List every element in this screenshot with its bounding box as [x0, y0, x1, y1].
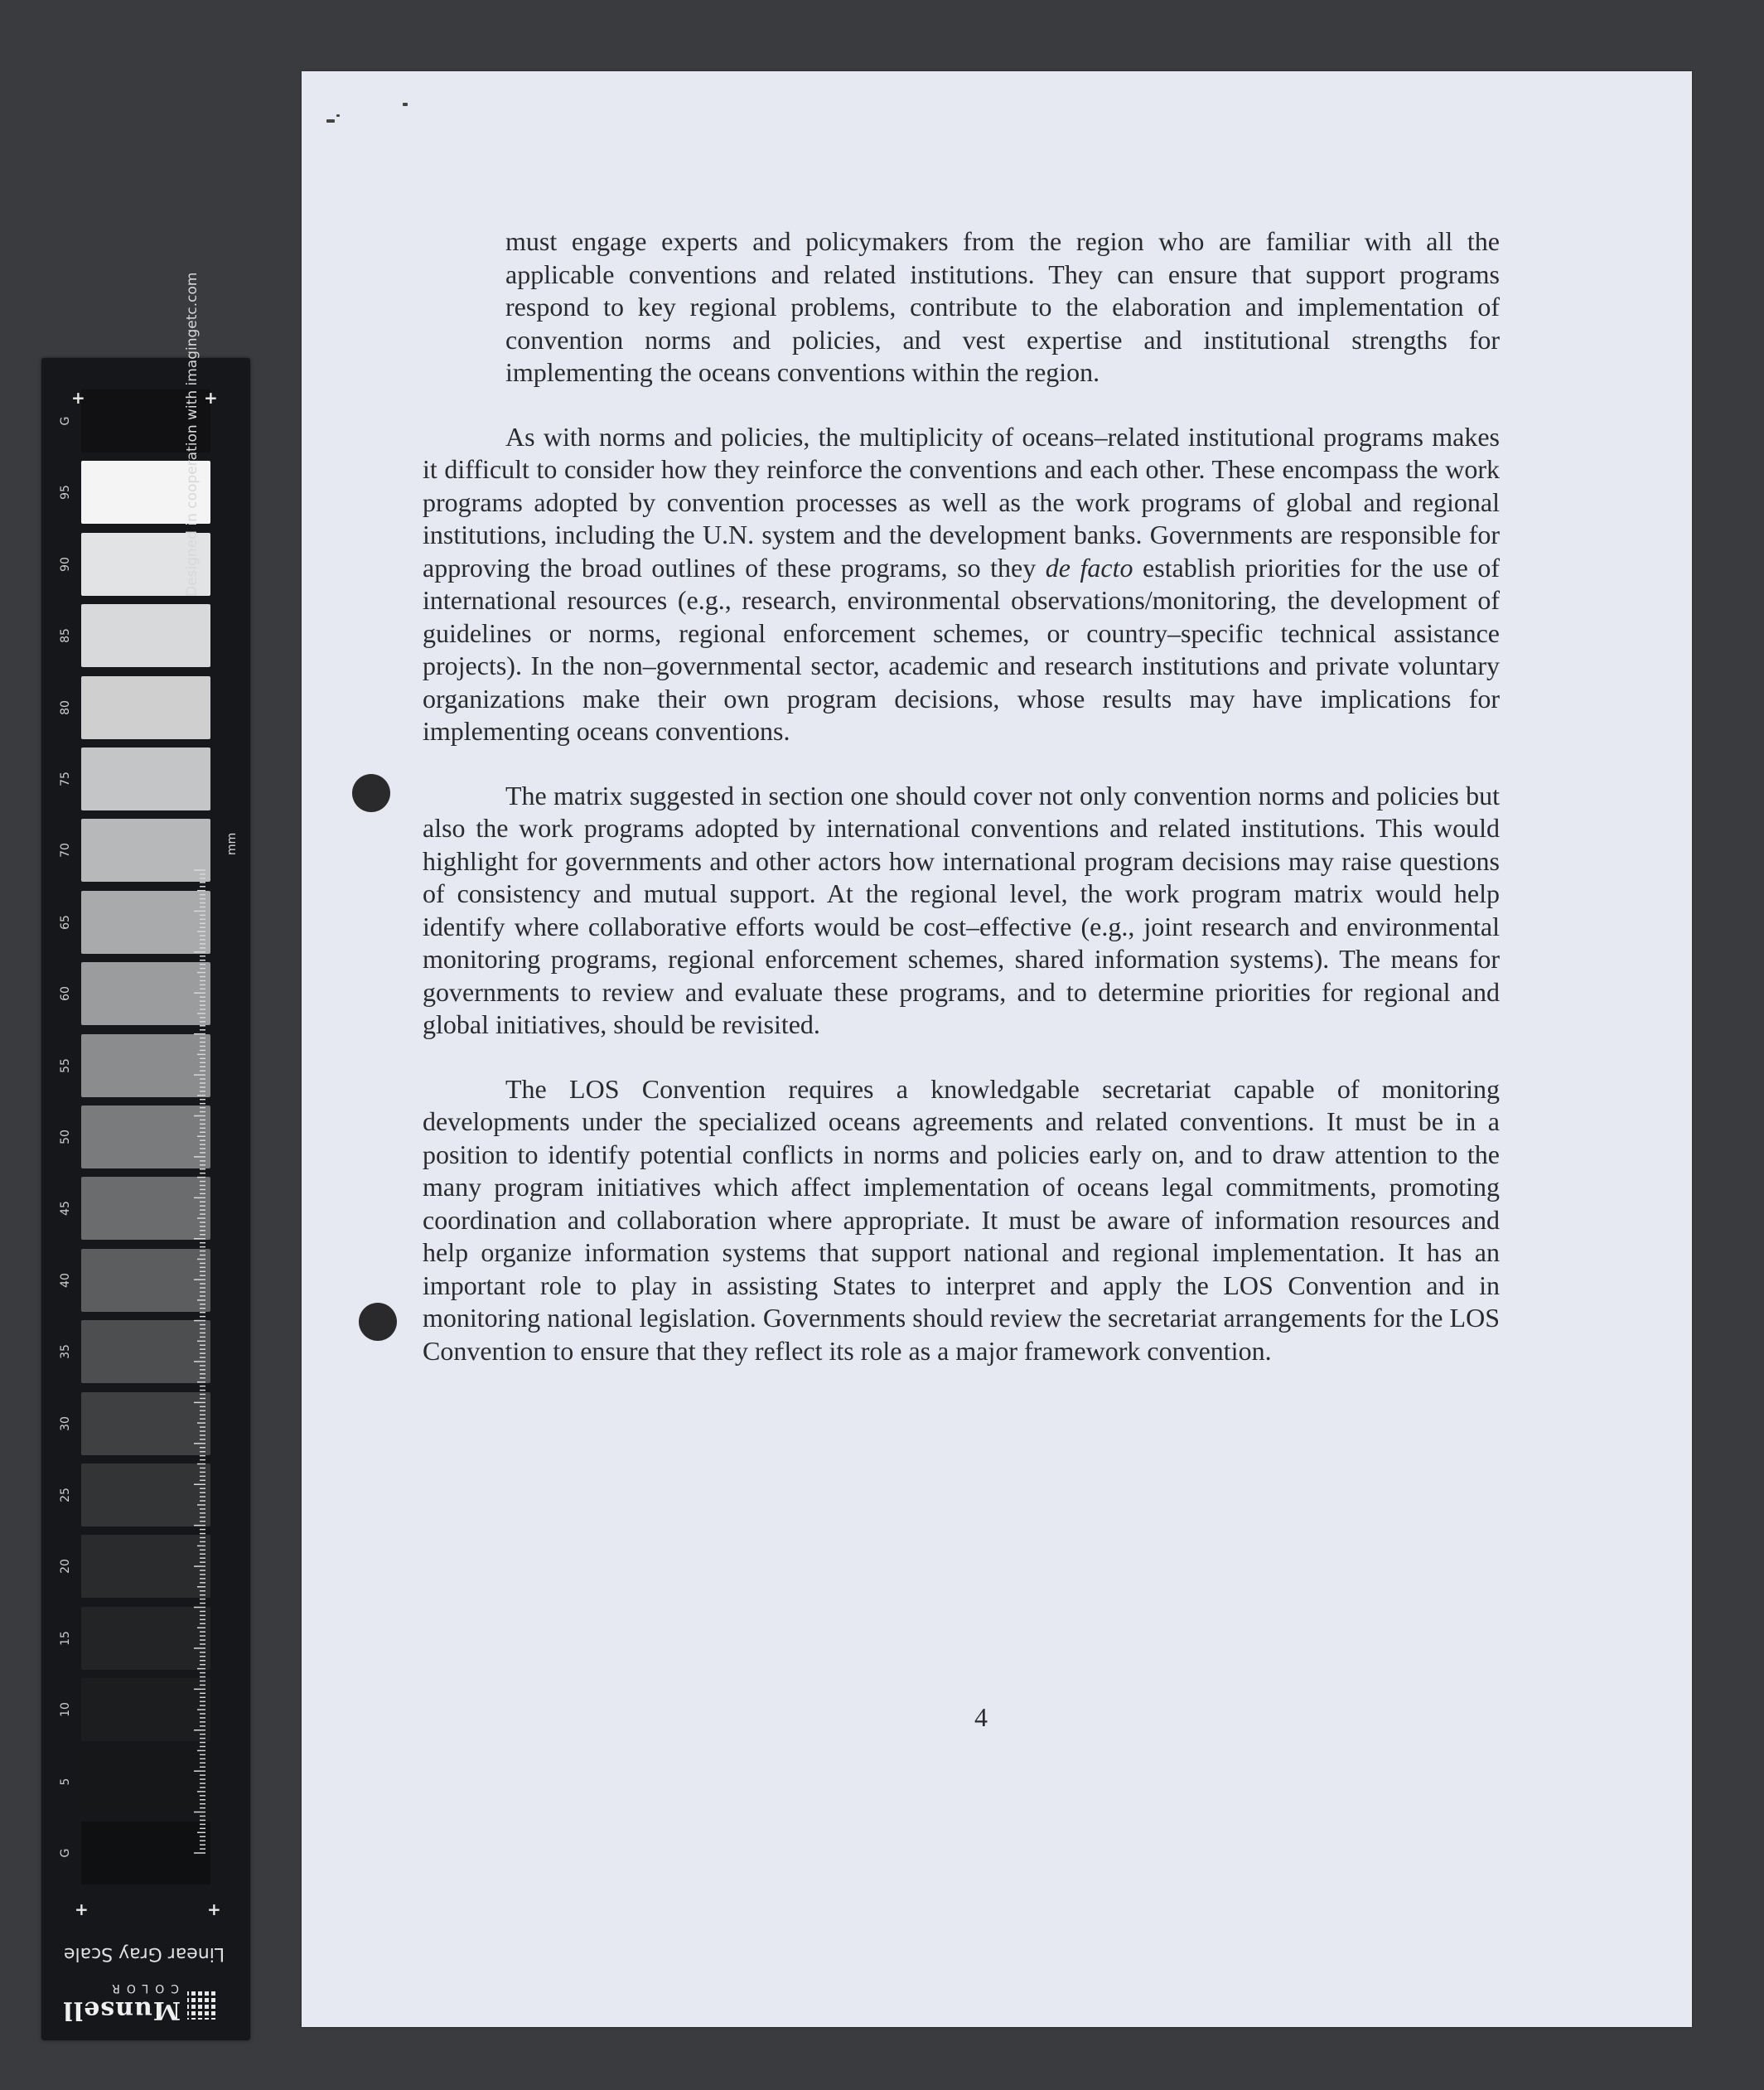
scale-label: G — [59, 416, 72, 426]
brand-name: Munsell — [62, 1996, 181, 2025]
scale-label: 55 — [59, 1057, 72, 1073]
gray-scale-title: Linear Gray Scale — [63, 1943, 225, 1964]
scale-label: 45 — [59, 1201, 72, 1217]
munsell-logo — [62, 1975, 215, 2026]
scale-label: 10 — [59, 1702, 72, 1718]
gray-patch — [81, 1678, 210, 1741]
paragraph: The matrix suggested in section one should cover not only convention norms and policies but also the work programs adopted by international conventions and related institutions. This would highlight for governments and other actors how international program decisions may raise questions of consistency and mutual support. At the regional level, the work program matrix would help identify where collaborative efforts would be cost–effective (e.g., joint research and environmental monitoring programs, regional enforcement schemes, shared information systems). The means for governments to review and evaluate these programs, and to determine priorities for regional and global initiatives, should be revisited. — [423, 780, 1500, 1039]
page-speck — [326, 119, 335, 123]
scale-label: 20 — [59, 1559, 72, 1575]
gray-patch — [81, 819, 210, 882]
brand-subtitle: COLOR — [105, 1981, 179, 1995]
page-speck — [403, 103, 408, 106]
scale-label: 30 — [59, 1415, 72, 1431]
scale-label: 70 — [59, 843, 72, 859]
scale-label: 15 — [59, 1630, 72, 1646]
registration-mark: + — [71, 388, 85, 408]
registration-mark: + — [75, 1899, 89, 1919]
scale-label: 95 — [59, 485, 72, 501]
gray-scale-card — [41, 358, 250, 2040]
gray-patch — [81, 1750, 210, 1813]
gray-patch — [81, 676, 210, 739]
page-speck — [336, 114, 340, 117]
scale-label: 25 — [59, 1488, 72, 1502]
scale-label: 75 — [59, 772, 72, 786]
punch-hole — [359, 1303, 397, 1341]
scale-label: 35 — [59, 1344, 72, 1360]
gray-patch — [81, 1607, 210, 1670]
gray-patch — [81, 747, 210, 810]
gray-patch — [81, 962, 210, 1025]
scale-label: 65 — [59, 914, 72, 930]
gray-patch — [81, 1821, 210, 1884]
gray-patch — [81, 604, 210, 667]
millimeter-ruler — [192, 868, 205, 1855]
ruler-unit-label: mm — [225, 832, 239, 855]
gray-patch — [81, 1105, 210, 1168]
scale-label: 50 — [59, 1130, 72, 1144]
gray-patch — [81, 1034, 210, 1097]
paragraph: The LOS Convention requires a knowledgable secretariat capable of monitoring developments under the specialized oceans agreements and related conventions. It must be in a position to identify potential conflicts in norms and policies early on, and to draw attention to the many program initiatives which affect implementation of oceans legal commitments, promoting coordination and collaboration where appropriate. It must be aware of information resources and help organize information systems that support national and regional implementation. It has an important role to play in assisting States to interpret and apply the LOS Convention and in monitoring national legislation. Governments should review the secretariat arrangements for the LOS Convention to ensure that they reflect its role as a major framework convention. — [423, 1073, 1500, 1366]
paragraph: As with norms and policies, the multiplicity of oceans–related institutional programs makes it difficult to consider how they reinforce the conventions and each other. These encompass the work programs adopted by convention processes as well as the work programs of global and regional institutions, including the U.N. system and the development banks. Governments are responsible for approving the broad outlines of these programs, so they de facto establish priorities for the use of international resources (e.g., research, environmental observations/monitoring, the development of guidelines or norms, regional enforcement schemes, or country–specific technical assistance projects). In the non–governmental sector, academic and research institutions and private voluntary organizations make their own program decisions, whose results may have implications for implementing oceans conventions. — [423, 421, 1501, 746]
scale-label: 60 — [59, 986, 72, 1002]
document-body — [423, 225, 1500, 1399]
gray-patch — [81, 1249, 210, 1312]
paragraph: must engage experts and policymakers from the region who are familiar with all the applicable conventions and related institutions. They can ensure that support programs respond to key regional problems, contribute to the elaboration and implementation of convention norms and policies, and vest expertise and institutional strengths for implementing the oceans conventions within the region. — [505, 226, 1500, 387]
munsell-grid-icon — [187, 1991, 215, 2020]
scale-label: 40 — [59, 1272, 72, 1288]
punch-hole — [352, 774, 390, 812]
gray-patch — [81, 1535, 210, 1598]
page-number: 4 — [974, 1702, 988, 1732]
gray-patch — [81, 1177, 210, 1240]
scale-label: G — [59, 1848, 72, 1858]
registration-mark: + — [207, 1899, 221, 1919]
document-page — [302, 71, 1692, 2027]
registration-mark: + — [204, 388, 218, 408]
scale-label: 85 — [59, 628, 72, 644]
gray-patch — [81, 1463, 210, 1526]
gray-patch — [81, 1320, 210, 1383]
scale-label: 90 — [59, 556, 72, 572]
scale-label: 80 — [59, 699, 72, 715]
gray-patch — [81, 891, 210, 954]
gray-patch — [81, 1392, 210, 1455]
scale-label: 5 — [59, 1778, 72, 1786]
